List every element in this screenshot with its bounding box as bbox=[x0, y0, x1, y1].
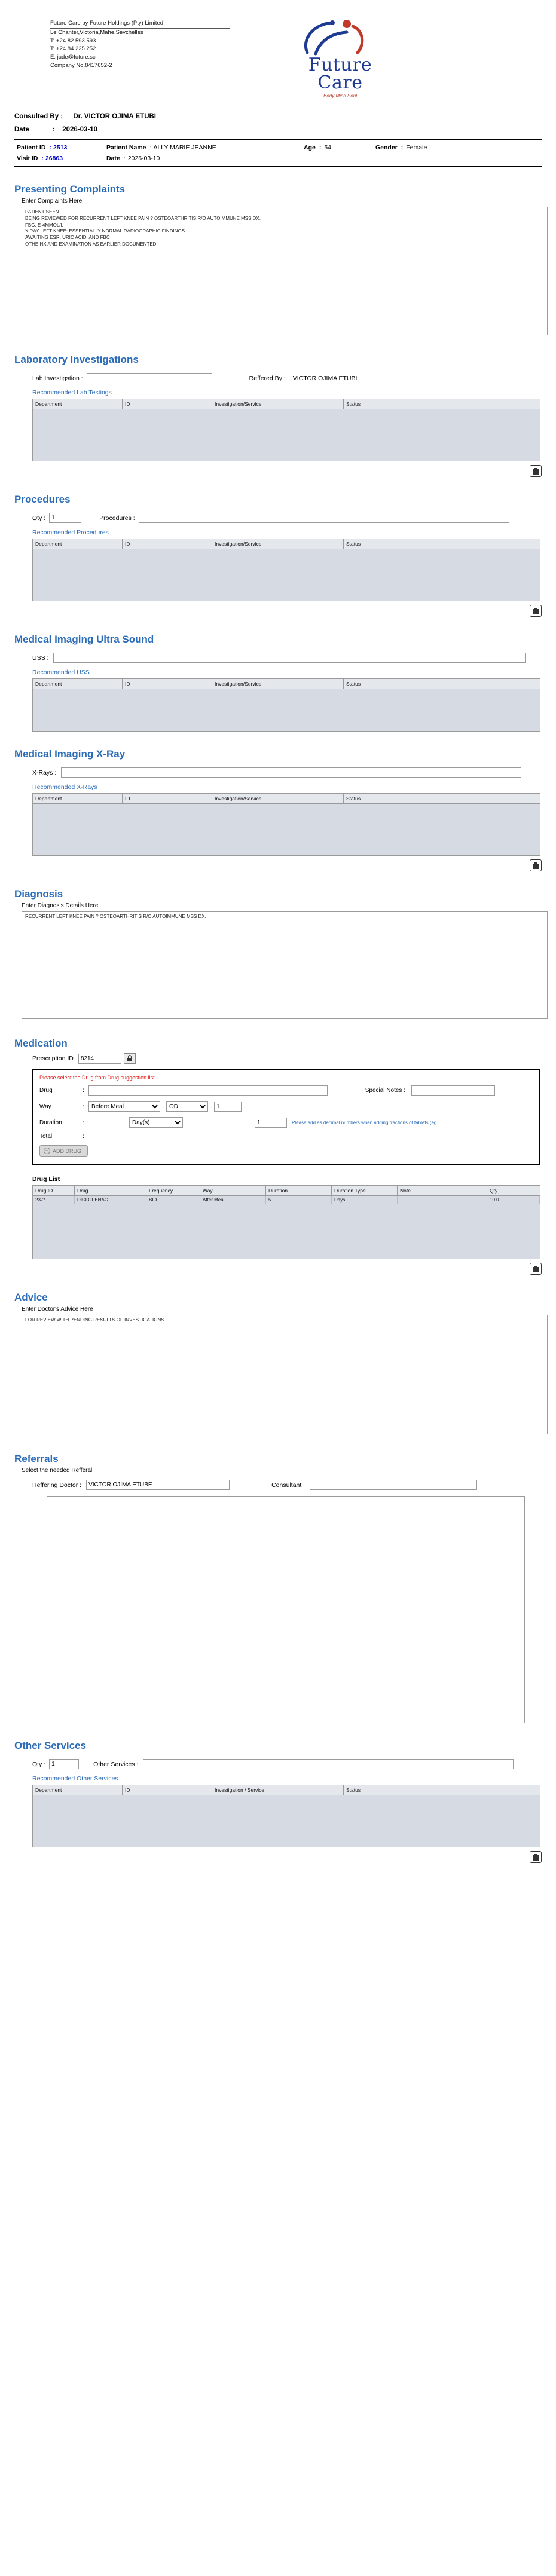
visit-id-colon: : bbox=[41, 155, 44, 162]
xray-col-status: Status bbox=[346, 796, 361, 801]
section-title-procedures: Procedures bbox=[14, 494, 71, 505]
special-notes-input[interactable] bbox=[411, 1085, 495, 1096]
section-title-referrals: Referrals bbox=[14, 1453, 59, 1464]
other-col-service: Investigation / Service bbox=[212, 1785, 344, 1795]
drug-input[interactable] bbox=[88, 1085, 328, 1096]
section-title-complaints: Presenting Complaints bbox=[14, 183, 126, 195]
drug-row-qty: 10.0 bbox=[487, 1196, 540, 1204]
medication-trash-row bbox=[14, 1263, 542, 1275]
patient-age-colon: : bbox=[319, 144, 322, 151]
consult-date-colon: : bbox=[52, 126, 55, 133]
drug-col-note: Note bbox=[398, 1186, 487, 1195]
lab-grid-body bbox=[33, 409, 540, 461]
other-services-qty-input[interactable] bbox=[49, 1759, 79, 1769]
drug-col-qty: Qty bbox=[490, 1188, 498, 1194]
medication-error-message: Please select the Drug from Drug suggestion list bbox=[39, 1075, 155, 1081]
consulted-by-row bbox=[14, 113, 542, 120]
patient-gender-value: Female bbox=[406, 144, 427, 151]
other-services-grid-body bbox=[33, 1795, 540, 1847]
complaints-subtitle: Enter Complaints Here bbox=[22, 198, 83, 204]
uss-col-id: ID bbox=[123, 679, 212, 689]
patient-age-label: Age bbox=[304, 144, 316, 151]
drug-row-duration-type: Days bbox=[332, 1196, 398, 1204]
complaints-textarea[interactable] bbox=[22, 207, 548, 335]
procedures-qty-label: Qty : bbox=[32, 514, 46, 522]
clinic-address: Le Chanter,Victoria,Mahe,Seychelles bbox=[50, 29, 143, 36]
drug-row-id: 237* bbox=[33, 1196, 75, 1204]
advice-subtitle: Enter Doctor's Advice Here bbox=[22, 1306, 93, 1313]
xray-recommended-label: Recommended X-Rays bbox=[32, 784, 97, 791]
way-select[interactable] bbox=[88, 1101, 160, 1112]
section-title-other-services: Other Services bbox=[14, 1740, 87, 1751]
frequency-qty-input[interactable] bbox=[214, 1102, 242, 1112]
consult-date-row bbox=[14, 126, 542, 133]
other-services-grid bbox=[32, 1785, 540, 1847]
consulting-doctor-name: Dr. VICTOR OJIMA ETUBI bbox=[73, 113, 157, 120]
xray-label: X-Rays : bbox=[32, 769, 57, 776]
clinic-tel-1: T: +24 82 593 593 bbox=[50, 37, 96, 44]
other-services-input[interactable] bbox=[143, 1759, 514, 1769]
section-title-ultrasound: Medical Imaging Ultra Sound bbox=[14, 634, 154, 645]
consultant-label: Consultant bbox=[271, 1481, 302, 1489]
lab-results-grid bbox=[32, 399, 540, 461]
add-drug-button[interactable] bbox=[39, 1145, 88, 1157]
drug-col-duration-type: Duration Type bbox=[332, 1186, 398, 1195]
patient-info-bar bbox=[14, 139, 542, 167]
consulted-by-label: Consulted By : bbox=[14, 113, 63, 120]
add-drug-button-label: ADD DRUG bbox=[53, 1148, 82, 1154]
patient-age-cell bbox=[304, 144, 375, 151]
total-row: Total : bbox=[39, 1133, 84, 1140]
patient-id-value: 2513 bbox=[53, 144, 68, 151]
trash-icon[interactable] bbox=[530, 1851, 542, 1863]
patient-name-colon: : bbox=[149, 144, 152, 151]
procedures-col-department: Department bbox=[33, 539, 123, 549]
page-header bbox=[14, 12, 542, 102]
patient-info-row-2 bbox=[17, 155, 539, 162]
patient-name-label: Patient Name bbox=[106, 144, 146, 151]
drug-list-body bbox=[33, 1196, 540, 1259]
table-row[interactable] bbox=[33, 1196, 540, 1204]
way-label: Way bbox=[39, 1103, 51, 1110]
logo-tagline: Body Mind Soul bbox=[323, 93, 358, 99]
uss-col-service: Investigation/Service bbox=[212, 679, 344, 689]
patient-id-cell bbox=[17, 144, 106, 151]
logo bbox=[283, 19, 397, 99]
drug-row-name: DICLOFENAC bbox=[75, 1196, 146, 1204]
diagnosis-subtitle: Enter Diagnosis Details Here bbox=[22, 902, 99, 909]
drug-row-frequency: BID bbox=[146, 1196, 200, 1204]
drug-col-duration: Duration bbox=[266, 1186, 332, 1195]
patient-name-value: ALLY MARIE JEANNE bbox=[153, 144, 216, 151]
duration-unit-select[interactable] bbox=[129, 1117, 183, 1128]
company-name: Future Care by Future Holdings (Pty) Limited bbox=[50, 19, 230, 29]
other-col-department: Department bbox=[33, 1785, 123, 1795]
lab-investigation-input[interactable] bbox=[87, 373, 212, 383]
referrals-panel[interactable] bbox=[47, 1496, 525, 1723]
xray-grid-body bbox=[33, 804, 540, 855]
drug-list-header bbox=[33, 1186, 540, 1196]
visit-date-colon: : bbox=[123, 155, 126, 162]
drug-col-frequency: Frequency bbox=[146, 1186, 200, 1195]
lock-icon[interactable] bbox=[124, 1053, 136, 1064]
patient-gender-label: Gender bbox=[375, 144, 398, 151]
patient-id-colon: : bbox=[49, 144, 51, 151]
logo-word-care: Care bbox=[317, 72, 363, 93]
trash-icon[interactable] bbox=[530, 605, 542, 617]
consultant-input[interactable] bbox=[310, 1480, 477, 1490]
procedures-grid-header bbox=[33, 539, 540, 549]
other-services-qty-label: Qty : bbox=[32, 1760, 46, 1768]
other-services-label: Other Services : bbox=[93, 1760, 139, 1768]
patient-info-row-1 bbox=[17, 144, 539, 151]
logo-mark-icon bbox=[295, 19, 385, 56]
visit-id-label: Visit ID bbox=[17, 155, 38, 162]
uss-grid bbox=[32, 678, 540, 732]
lab-reffered-by-label: Reffered By : bbox=[249, 374, 286, 382]
lab-recommended-label: Recommended Lab Testings bbox=[32, 389, 112, 396]
other-services-grid-header bbox=[33, 1785, 540, 1795]
xray-col-department: Department bbox=[33, 794, 123, 803]
medication-entry-box bbox=[32, 1069, 540, 1165]
frequency-select[interactable] bbox=[166, 1101, 208, 1112]
lab-grid-header bbox=[33, 399, 540, 409]
uss-col-department: Department bbox=[33, 679, 123, 689]
uss-col-status: Status bbox=[346, 681, 361, 687]
section-title-xray: Medical Imaging X-Ray bbox=[14, 748, 126, 760]
procedures-col-id: ID bbox=[123, 539, 212, 549]
lab-trash-row bbox=[14, 465, 542, 477]
section-title-advice: Advice bbox=[14, 1292, 48, 1303]
total-label: Total bbox=[39, 1133, 53, 1140]
procedures-recommended-label: Recommended Procedures bbox=[32, 529, 109, 536]
visit-date-value: 2026-03-10 bbox=[127, 155, 160, 162]
procedures-label: Procedures : bbox=[99, 514, 135, 522]
section-title-lab: Laboratory Investigations bbox=[14, 354, 139, 365]
consult-date-label: Date bbox=[14, 126, 29, 133]
drug-col-way: Way bbox=[200, 1186, 266, 1195]
drug-row-way: After Meal bbox=[200, 1196, 266, 1204]
uss-grid-body bbox=[33, 689, 540, 731]
drug-col-id: Drug ID bbox=[33, 1186, 75, 1195]
lab-investigation-label: Lab Investigstion : bbox=[32, 374, 83, 382]
plus-icon: + bbox=[44, 1148, 50, 1154]
consult-date-value: 2026-03-10 bbox=[62, 126, 98, 133]
patient-id-label: Patient ID bbox=[17, 144, 46, 151]
procedures-trash-row bbox=[14, 605, 542, 617]
clinic-email: E: jude@future.sc bbox=[50, 54, 96, 61]
lab-reffered-by-value: VICTOR OJIMA ETUBI bbox=[292, 374, 358, 382]
patient-name-cell bbox=[106, 144, 304, 151]
lab-col-status: Status bbox=[346, 401, 361, 407]
logo-word-future: Future bbox=[308, 54, 372, 75]
procedures-grid-body bbox=[33, 549, 540, 601]
advice-textarea[interactable] bbox=[22, 1315, 548, 1434]
lab-col-service: Investigation/Service bbox=[212, 399, 344, 409]
xray-grid bbox=[32, 793, 540, 856]
other-services-trash-row bbox=[14, 1851, 542, 1863]
uss-grid-header bbox=[33, 679, 540, 689]
prescription-id-row bbox=[32, 1053, 542, 1064]
referrals-subtitle: Select the needed Refferal bbox=[22, 1467, 93, 1474]
trash-icon[interactable] bbox=[530, 1263, 542, 1275]
lab-col-id: ID bbox=[123, 399, 212, 409]
visit-date-label: Date bbox=[106, 155, 120, 162]
procedures-col-service: Investigation/Service bbox=[212, 539, 344, 549]
duration-note: Please add as decimal numbers when adding fractions of tablets (eg.. bbox=[292, 1119, 439, 1125]
way-row: Way : Before Meal OD 1 bbox=[39, 1101, 533, 1112]
patient-gender-colon: : bbox=[401, 144, 404, 151]
visit-id-cell bbox=[17, 155, 106, 162]
uss-input[interactable] bbox=[53, 653, 526, 663]
other-col-status: Status bbox=[346, 1787, 361, 1793]
procedures-grid bbox=[32, 539, 540, 601]
clinic-address-block bbox=[50, 19, 230, 70]
other-col-id: ID bbox=[123, 1785, 212, 1795]
xray-col-service: Investigation/Service bbox=[212, 794, 344, 803]
duration-input[interactable] bbox=[255, 1118, 287, 1128]
drug-row-note bbox=[398, 1196, 487, 1204]
clinic-company-no: Company No.8417652-2 bbox=[50, 62, 112, 69]
duration-row: Duration : Day(s) 1 Please add as decimal numbers when adding fractions of tablets (eg.. bbox=[39, 1117, 533, 1128]
patient-gender-cell bbox=[375, 144, 427, 151]
drug-list-label: Drug List bbox=[32, 1176, 60, 1183]
procedures-col-status: Status bbox=[346, 541, 361, 547]
visit-id-value: 26863 bbox=[45, 155, 63, 162]
drug-row: Drug : Special Notes : bbox=[39, 1085, 533, 1096]
reffering-doctor-label: Reffering Doctor : bbox=[32, 1481, 82, 1489]
drug-row-duration: 5 bbox=[266, 1196, 332, 1204]
xray-trash-row bbox=[14, 859, 542, 871]
reffering-doctor-input[interactable] bbox=[86, 1480, 230, 1490]
diagnosis-textarea[interactable] bbox=[22, 911, 548, 1019]
duration-label: Duration bbox=[39, 1119, 62, 1126]
visit-date-cell bbox=[106, 155, 160, 162]
drug-list-grid bbox=[32, 1185, 540, 1259]
drug-label: Drug bbox=[39, 1087, 53, 1094]
procedures-input[interactable] bbox=[139, 513, 509, 523]
other-services-recommended-label: Recommended Other Services bbox=[32, 1775, 118, 1782]
lab-col-department: Department bbox=[33, 399, 123, 409]
uss-recommended-label: Recommended USS bbox=[32, 669, 90, 676]
xray-input[interactable] bbox=[61, 767, 521, 778]
section-title-medication: Medication bbox=[14, 1038, 68, 1049]
patient-age-value: 54 bbox=[324, 144, 332, 151]
drug-col-drug: Drug bbox=[75, 1186, 146, 1195]
xray-grid-header bbox=[33, 794, 540, 804]
trash-icon[interactable] bbox=[530, 859, 542, 871]
special-notes-label: Special Notes : bbox=[365, 1087, 405, 1094]
trash-icon[interactable] bbox=[530, 465, 542, 477]
prescription-id-label: Prescription ID bbox=[32, 1055, 74, 1062]
prescription-id-input[interactable] bbox=[78, 1054, 121, 1064]
xray-col-id: ID bbox=[123, 794, 212, 803]
clinic-tel-2: T: +24 84 225 252 bbox=[50, 45, 96, 53]
section-title-diagnosis: Diagnosis bbox=[14, 888, 63, 900]
uss-label: USS : bbox=[32, 654, 49, 662]
procedures-qty-input[interactable] bbox=[49, 513, 81, 523]
